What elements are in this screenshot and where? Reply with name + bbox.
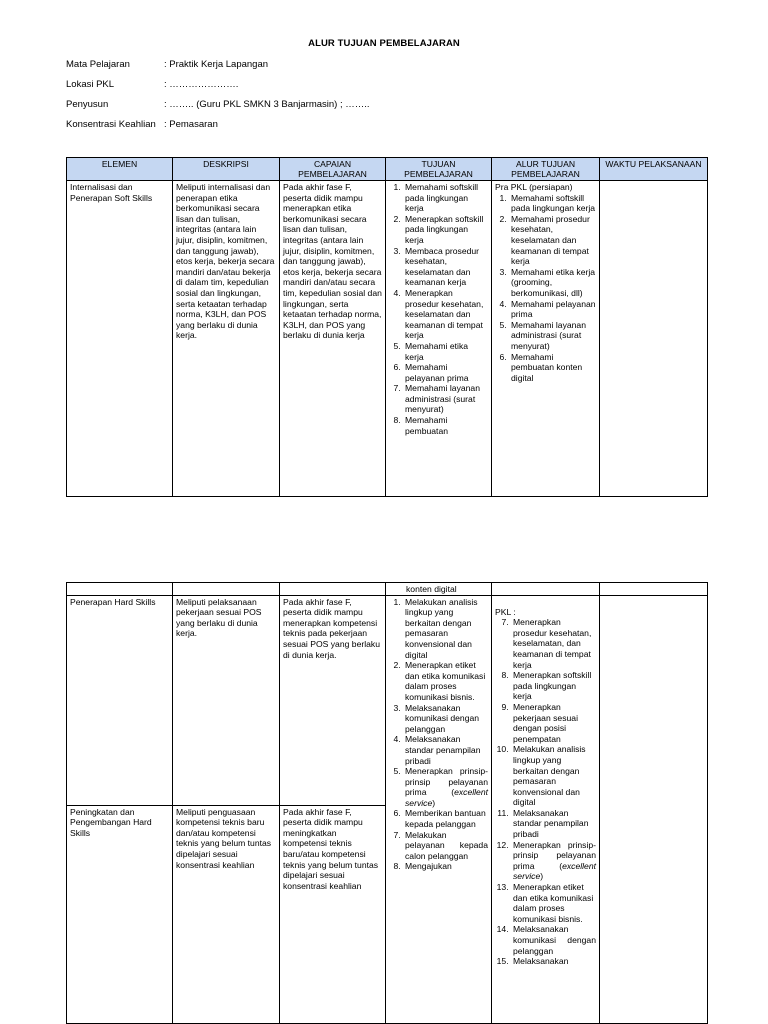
list-item: 13. Menerapkan etiket dan etika komunikasi dalam proses komunikasi bisnis. xyxy=(511,882,596,924)
cell-deskripsi: Meliputi pelaksanaan pekerjaan sesuai POS yang berlaku di dunia kerja. xyxy=(173,595,280,805)
header-capaian: CAPAIAN PEMBELAJARAN xyxy=(280,158,386,181)
meta-label: Lokasi PKL xyxy=(66,79,115,90)
list-item: 2. Memahami prosedur kesehatan, keselamatan dan keamanan di tempat kerja xyxy=(509,214,596,267)
table-header-row xyxy=(67,158,708,181)
list-item: 8. Menerapkan softskill pada lingkungan kerja xyxy=(511,670,596,702)
list-item: 3. Memahami etika kerja (grooming, berkomunikasi, dll) xyxy=(509,267,596,299)
list-item: 4. Menerapkan prosedur kesehatan, keselamatan dan keamanan di tempat kerja xyxy=(403,288,488,341)
meta-label: Mata Pelajaran xyxy=(66,59,130,70)
list-item: 3. Membaca prosedur kesehatan, keselamatan dan keamanan kerja xyxy=(403,246,488,288)
meta-value: : Praktik Kerja Lapangan xyxy=(164,59,269,70)
list-item-text: Menerapkan prinsip-prinsip pelayanan prima xyxy=(405,766,488,798)
alur-heading: Pra PKL (persiapan) xyxy=(495,182,573,192)
cell-capaian: Pada akhir fase F, peserta didik mampu meningkatkan kompetensi teknis baru/atau kompetensi teknis yang belum tuntas dipelajari sesuai konsentrasi keahlian xyxy=(280,805,386,1023)
list-item: 6. Memahami pembuatan konten digital xyxy=(509,352,596,384)
cell-deskripsi: Meliputi penguasaan kompetensi teknis baru dan/atau kompetensi teknis yang belum tuntas dipelajari sesuai konsentrasi keahlian xyxy=(173,805,280,1023)
meta-label: Konsentrasi Keahlian xyxy=(66,119,156,130)
document-title: ALUR TUJUAN PEMBELAJARAN xyxy=(308,38,460,49)
list-item: 2. Menerapkan etiket dan etika komunikasi dalam proses komunikasi bisnis. xyxy=(403,660,488,702)
cell-capaian: Pada akhir fase F, peserta didik mampu menerapkan kompetensi teknis pada pekerjaan sesuai POS yang berlaku di dunia kerja. xyxy=(280,595,386,805)
alur-list xyxy=(495,617,596,967)
cell-tujuan xyxy=(386,181,492,497)
cell-waktu xyxy=(600,181,708,497)
list-item: 8. Memahami pembuatan xyxy=(403,415,488,436)
alur-list xyxy=(495,193,596,384)
cell-tujuan xyxy=(386,595,492,1023)
atp-table-page1 xyxy=(66,157,708,497)
list-item: 6. Memahami pelayanan prima xyxy=(403,362,488,383)
meta-row-concentration xyxy=(66,119,370,139)
cell-empty xyxy=(173,583,280,596)
header-alur: ALUR TUJUAN PEMBELAJARAN xyxy=(492,158,600,181)
table-row xyxy=(67,595,708,805)
cell-empty xyxy=(67,583,173,596)
list-item: 5. Memahami etika kerja xyxy=(403,341,488,362)
cell-capaian: Pada akhir fase F, peserta didik mampu menerapkan etika berkomunikasi secara lisan dan tulisan, integritas (antara lain jujur, disiplin, komitmen, dan tanggung jawab), etos kerja, bekerja secara mandiri dan/atau secara tim, kepedulian sosial dan lingkungan, serta ketaatan terhadap norma, K3LH, dan POS yang berlaku di dunia kerja xyxy=(280,181,386,497)
list-item-text: Menerapkan prinsip-prinsip pelayanan prima xyxy=(513,839,596,871)
list-item: 5. Menerapkan prinsip-prinsip pelayanan prima (excellent service) xyxy=(403,766,488,808)
list-item: 2. Menerapkan softskill pada lingkungan kerja xyxy=(403,214,488,246)
cell-elemen: Peningkatan dan Pengembangan Hard Skills xyxy=(67,805,173,1023)
header-tujuan: TUJUAN PEMBELAJARAN xyxy=(386,158,492,181)
tujuan-list xyxy=(389,597,488,872)
cell-tujuan-carry: konten digital xyxy=(386,583,492,596)
cell-waktu xyxy=(600,595,708,1023)
meta-value: : …….. (Guru PKL SMKN 3 Banjarmasin) ; …….. xyxy=(164,99,370,110)
list-item: 7. Melakukan pelayanan kepada calon pelanggan xyxy=(403,830,488,862)
table-row-carry xyxy=(67,583,708,596)
tujuan-list xyxy=(389,182,488,436)
cell-alur xyxy=(492,181,600,497)
atp-table-page2 xyxy=(66,582,708,1024)
cell-empty xyxy=(600,583,708,596)
cell-deskripsi: Meliputi internalisasi dan penerapan etika berkomunikasi secara lisan dan tulisan, integritas (antara lain jujur, disiplin, komitmen, dan tanggung jawab), etos kerja, bekerja secara mandiri dan/atau bekerja di dalam tim, kepedulian sosial dan lingkungan, serta ketaatan terhadap norma, K3LH, dan POS yang berlaku di dunia kerja. xyxy=(173,181,280,497)
list-item: 1. Memahami softskill pada lingkungan kerja xyxy=(509,193,596,214)
list-item: 8. Mengajukan xyxy=(403,861,488,872)
list-item: 11. Melaksanakan standar penampilan pribadi xyxy=(511,808,596,840)
list-item: 3. Melaksanakan komunikasi dengan pelanggan xyxy=(403,703,488,735)
header-waktu: WAKTU PELAKSANAAN xyxy=(600,158,708,181)
document-meta xyxy=(66,59,370,139)
header-elemen: ELEMEN xyxy=(67,158,173,181)
list-item: 5. Memahami layanan administrasi (surat menyurat) xyxy=(509,320,596,352)
cell-alur xyxy=(492,595,600,1023)
list-item: 4. Melaksanakan standar penampilan pribadi xyxy=(403,734,488,766)
list-item: 15. Melaksanakan xyxy=(511,956,596,967)
italic-text: excellent xyxy=(454,787,488,798)
alur-heading: PKL : xyxy=(495,606,516,617)
cell-empty xyxy=(492,583,600,596)
table-row xyxy=(67,181,708,497)
list-item: 7. Memahami layanan administrasi (surat menyurat) xyxy=(403,383,488,415)
list-item: 1. Melakukan analisis lingkup yang berkaitan dengan pemasaran konvensional dan digital xyxy=(403,597,488,661)
meta-row-subject xyxy=(66,59,370,79)
italic-text: service xyxy=(513,871,541,882)
list-item: 1. Memahami softskill pada lingkungan kerja xyxy=(403,182,488,214)
italic-text: excellent xyxy=(562,860,596,871)
list-item: 9. Menerapkan pekerjaan sesuai dengan posisi penempatan xyxy=(511,702,596,744)
list-item: 10. Melakukan analisis lingkup yang berkaitan dengan pemasaran konvensional dan digital xyxy=(511,744,596,808)
meta-value: : …………………. xyxy=(164,79,239,90)
list-item: 12. Menerapkan prinsip-prinsip pelayanan prima (excellent service) xyxy=(511,840,596,882)
meta-row-location xyxy=(66,79,370,99)
cell-elemen: Internalisasi dan Penerapan Soft Skills xyxy=(67,181,173,497)
italic-text: service xyxy=(405,797,433,808)
meta-row-author xyxy=(66,99,370,119)
cell-empty xyxy=(280,583,386,596)
list-item: 6. Memberikan bantuan kepada pelanggan xyxy=(403,808,488,829)
list-item: 4. Memahami pelayanan prima xyxy=(509,299,596,320)
header-deskripsi: DESKRIPSI xyxy=(173,158,280,181)
list-item: 7. Menerapkan prosedur kesehatan, keselamatan, dan keamanan di tempat kerja xyxy=(511,617,596,670)
meta-value: : Pemasaran xyxy=(164,119,218,130)
meta-label: Penyusun xyxy=(66,99,109,110)
cell-elemen: Penerapan Hard Skills xyxy=(67,595,173,805)
list-item: 14. Melaksanakan komunikasi dengan pelanggan xyxy=(511,924,596,956)
